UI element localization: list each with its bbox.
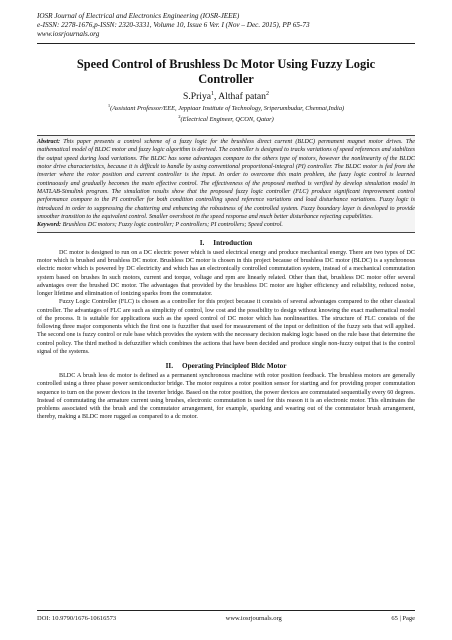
section-1-number: I.: [199, 238, 205, 247]
author-line: [37, 91, 415, 102]
intro-paragraph-1: DC motor is designed to run on a DC electric power which is used electrical energy and produce mechanical energy. There are two types of DC motor which is brushed and brushless DC motor. Brushless DC motor is chosen in this project because of brushless DC motor (BLDC) is a synchronous electric motor which is powered by DC electricity and which has an electronically controlled commutation system, instead of a mechanical commutation system based on brushes In such motors, current and torque, voltage and rpm are linearly related. Other than that, brushless DC motor offer several advantages over the brushed DC motor. The advantages that provided by the brushless DC motor are higher efficiency and reliability, reduced noise, longer lifetime and elimination of ionizing sparks from the commutator.: [37, 249, 415, 298]
affiliation-2-mark: 2: [178, 113, 181, 119]
header-rule: [37, 43, 415, 44]
affiliation-2-text: (Electrical Engineer, QCON, Qatar): [180, 116, 274, 124]
author-2-mark: 2: [265, 90, 269, 97]
footer-doi: DOI: 10.9790/1676-10616573: [37, 615, 117, 622]
keywords-text: Brushless DC motors; Fuzzy logic controller; P controllers; PI controllers; Speed control.: [62, 222, 283, 229]
section-2-number: II.: [165, 362, 173, 371]
affiliation-1-mark: 1: [107, 102, 111, 108]
abstract: [37, 138, 415, 221]
keywords: [37, 221, 415, 229]
abstract-label: Abstract:: [37, 139, 61, 146]
keywords-label: Keyword:: [37, 222, 62, 229]
section-1-title: Introduction: [213, 238, 253, 247]
footer-website: www.iosrjournals.org: [225, 615, 282, 622]
section-heading-introduction: [37, 239, 415, 248]
section-heading-operating-principle: [37, 362, 415, 371]
page-footer: [37, 615, 415, 622]
section-2-title: Operating Principleof Bldc Motor: [182, 362, 287, 371]
author-2: Althaf patan: [218, 90, 266, 102]
affiliation-1: [37, 102, 415, 113]
author-1-mark: 1: [211, 90, 215, 97]
journal-issn: e-ISSN: 2278-1676,p-ISSN: 2320-3331, Volume 10, Issue 6 Ver. I (Nov – Dec. 2015), PP 65-73: [37, 21, 310, 30]
author-1: S.Priya: [183, 90, 212, 102]
operating-principle-paragraph: BLDC A brush less dc motor is defined as a permanent synchronous machine with rotor position feedback. The brushless motors are generally controlled using a three phase power semiconductor bridge. The motor requires a rotor position sensor for starting and for providing proper commutation sequence to turn on the power devices in the inverter bridge. Based on the rotor position, the power devices are commutated sequentially every 60 degrees. Instead of commutating the armature current using brushes, electronic commutation is used for this reason it is an electronic motor. This eliminates the problems associated with the brush and the commutator arrangement, for example, sparking and wearing out of the commutator brush arrangement, thereby, making a BLDC more rugged as compared to a dc motor.: [37, 373, 415, 421]
author-separator: ,: [214, 90, 219, 102]
journal-name: IOSR Journal of Electrical and Electronics Engineering (IOSR-JEEE): [37, 12, 240, 20]
abstract-box: [37, 135, 415, 233]
journal-website: www.iosrjournals.org: [37, 30, 100, 39]
footer-rule: [37, 610, 415, 611]
paper-title: Speed Control of Brushless Dc Motor Using Fuzzy Logic Controller: [76, 56, 376, 86]
affiliation-1-text: (Assistant Professor/EEE, Jeppiaar Institute of Technology, Sriperumbudur, Chennai,India): [110, 104, 345, 112]
affiliation-2: [37, 113, 415, 124]
journal-header: [37, 0, 415, 40]
intro-paragraph-2: Fuzzy Logic Controller (FLC) is chosen as a controller for this project because it consists of several advantages compared to the other classical controller. The advantages of FLC are such as simplicity of control, low cost and the possibility to design without knowing the exact mathematical model of the process. It is suitable for applications such as the speed control of DC motor which has nonlinearities. The structure of FLC consists of the following three major components which the first one is fuzzifier that used for measurement of the input or definition of the fuzzy sets that will applied. The second one is fuzzy control or rule base which provides the system with the necessary decision making logic based on the rule base that determine the control policy. The third method is defuzzifier which combines the actions that have been decided and produce single non-fuzzy output that is the control signal of the systems.: [37, 299, 415, 355]
footer-page-number: 65 | Page: [391, 615, 415, 622]
abstract-text: This paper presents a control scheme of a fuzzy logic for the brushless direct current (BLDC) permanent magnet motor drives. The mathematical model of BLDC motor and fuzzy logic algorithm is derived. The controller is designed to tracks variations of speed references and stabilizes the output speed during load variations. The BLDC has some advantages compare to the others type of motors, however the nonlinearity of the BLDC motor drive characteristics, because it is difficult to handle by using conventional proportional-integral (PI) controller. The BLDC motor is fed from the inverter where the rotor position and current controller is the input. In order to overcome this main problem, the fuzzy logic control is learned continuously and gradually becomes the main effective control. The effectiveness of the proposed method is verified by develop simulation model in MATLAB-Simulink program. The simulation results show that the proposed fuzzy logic controller (FLC) produce significant improvement control performance compare to the PI controller for both condition controlling speed reference variations and load disturbance variations. Fuzzy logic is introduced in order to suppressing the chattering and enhancing the robustness of the controlled system. Fuzzy boundary layer is developed to provide smoother transition to the equivalent control. Smaller overshoot in the speed response and much better disturbance rejecting capabilities.: [37, 139, 415, 221]
